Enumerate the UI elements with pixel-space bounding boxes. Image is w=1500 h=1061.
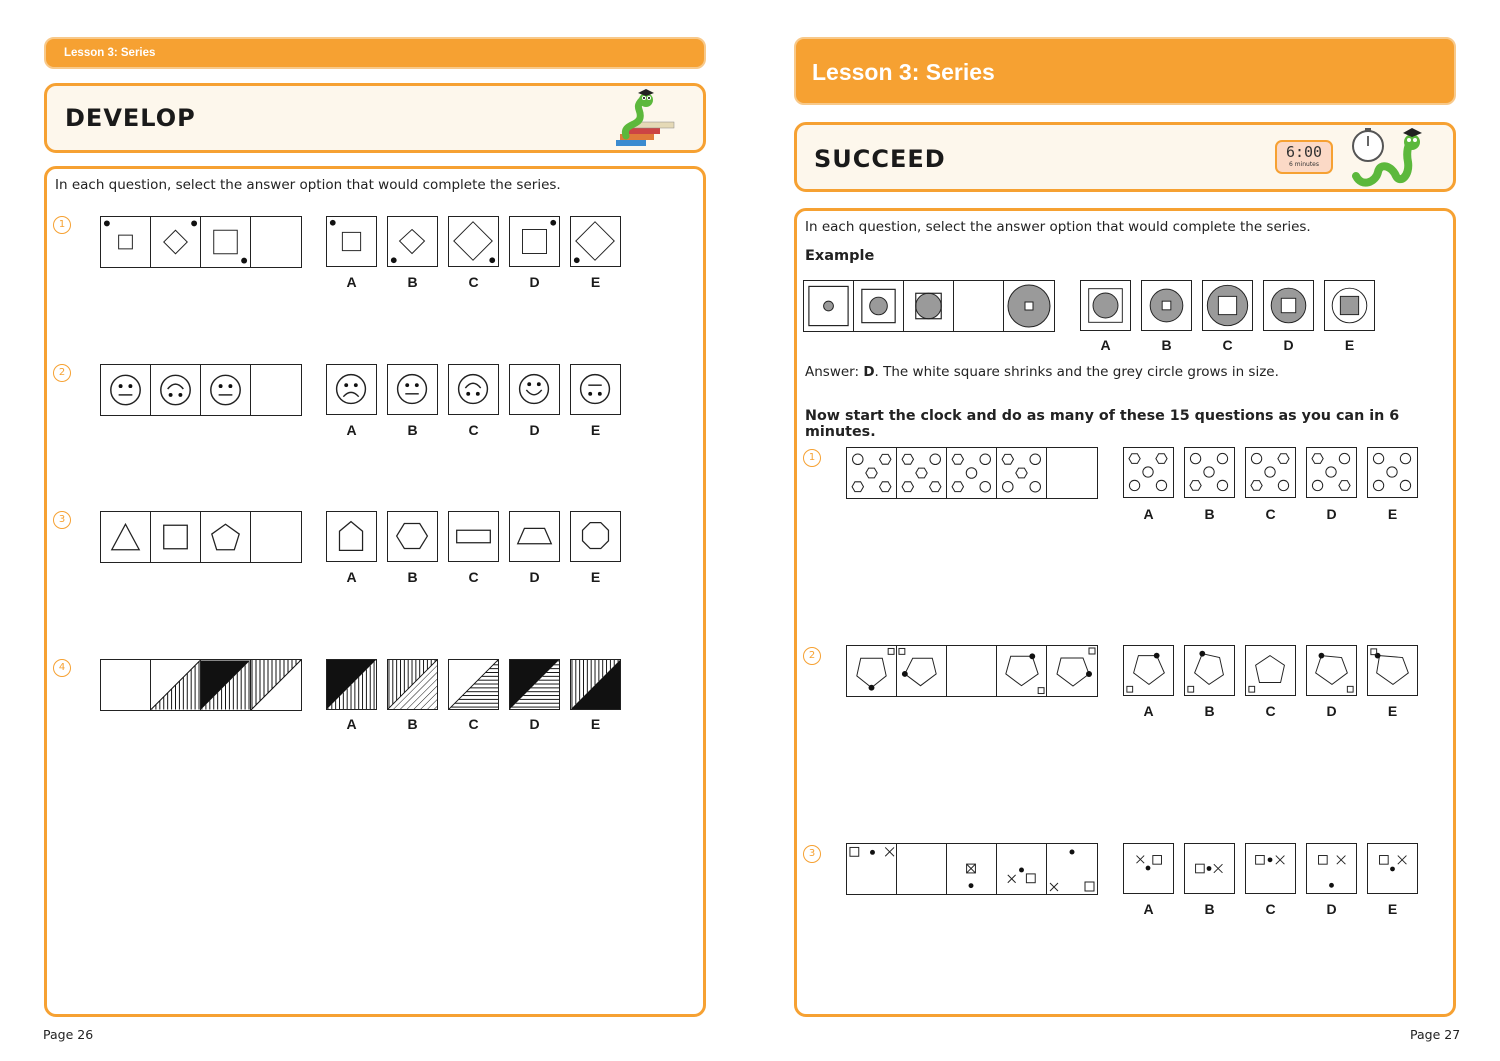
question-number: 3 (803, 845, 821, 863)
option-label: B (1204, 901, 1215, 917)
option-c[interactable] (1245, 645, 1296, 696)
option-label: C (1265, 506, 1276, 522)
series-cell (804, 281, 854, 331)
option-label: C (468, 422, 479, 438)
series-cell-blank (251, 217, 301, 267)
question-3-series (100, 511, 302, 563)
option-e[interactable] (570, 659, 621, 710)
option-label: D (529, 422, 540, 438)
worm-with-stopwatch-icon (1348, 126, 1426, 188)
page-number-left: Page 26 (43, 1027, 94, 1042)
section-title-develop: DEVELOP (65, 104, 196, 132)
section-title-succeed: SUCCEED (814, 145, 946, 173)
option-label: B (1204, 506, 1215, 522)
series-cell (201, 217, 251, 267)
question-number: 1 (803, 449, 821, 467)
option-label: C (1222, 337, 1233, 353)
option-label: E (590, 716, 601, 732)
example-option-d[interactable] (1263, 280, 1314, 331)
series-cell-blank (897, 844, 947, 894)
option-label: E (1387, 901, 1398, 917)
hatched-triangle-cell (251, 660, 301, 710)
option-d[interactable] (509, 511, 560, 562)
option-a[interactable] (326, 216, 377, 267)
option-b[interactable] (387, 216, 438, 267)
option-d[interactable] (1306, 447, 1357, 498)
question-2-series (100, 364, 302, 416)
option-c[interactable] (1245, 447, 1296, 498)
example-series (803, 280, 1055, 332)
start-instruction: Now start the clock and do as many of these 15 questions as you can in 6 minutes. (805, 408, 1400, 440)
series-cell (101, 217, 151, 267)
series-cell (904, 281, 954, 331)
option-c[interactable] (1245, 843, 1296, 894)
option-label: A (346, 422, 357, 438)
question-number: 3 (53, 511, 71, 529)
lesson-bar-right-title: Lesson 3: Series (812, 59, 995, 85)
option-label: D (1283, 337, 1294, 353)
option-label: B (1204, 703, 1215, 719)
option-label: C (1265, 703, 1276, 719)
option-b[interactable] (387, 364, 438, 415)
option-label: E (590, 274, 601, 290)
option-label: B (407, 716, 418, 732)
develop-instruction: In each question, select the answer option that would complete the series. (55, 177, 561, 193)
lesson-bar-right (794, 37, 1456, 105)
example-label: Example (805, 248, 875, 264)
series-cell (1047, 844, 1097, 894)
option-e[interactable] (570, 364, 621, 415)
option-e[interactable] (570, 511, 621, 562)
option-b[interactable] (387, 659, 438, 710)
series-cell (997, 448, 1047, 498)
example-option-a[interactable] (1080, 280, 1131, 331)
series-cell (947, 844, 997, 894)
example-option-b[interactable] (1141, 280, 1192, 331)
series-cell (947, 448, 997, 498)
series-cell (1004, 281, 1054, 331)
option-label: E (1387, 506, 1398, 522)
option-a[interactable] (1123, 447, 1174, 498)
hatched-triangle-cell (151, 660, 201, 710)
option-c[interactable] (448, 511, 499, 562)
option-label: A (346, 569, 357, 585)
series-cell (997, 646, 1047, 696)
black-triangle-cell (201, 660, 251, 710)
option-label: C (1265, 901, 1276, 917)
option-d[interactable] (1306, 843, 1357, 894)
option-label: B (407, 569, 418, 585)
series-cell (151, 217, 201, 267)
option-label: E (590, 422, 601, 438)
option-label: D (529, 716, 540, 732)
example-option-e[interactable] (1324, 280, 1375, 331)
question-4-series (100, 659, 302, 711)
right-question-3-series (846, 843, 1098, 895)
option-a[interactable] (326, 659, 377, 710)
question-number: 2 (53, 364, 71, 382)
option-label: A (1143, 901, 1154, 917)
option-d[interactable] (509, 364, 560, 415)
example-option-c[interactable] (1202, 280, 1253, 331)
option-e[interactable] (1367, 447, 1418, 498)
develop-panel (44, 166, 706, 1017)
series-cell-blank (251, 512, 301, 562)
series-cell (847, 844, 897, 894)
option-b[interactable] (1184, 645, 1235, 696)
option-label: A (346, 274, 357, 290)
option-label: A (346, 716, 357, 732)
question-number: 1 (53, 216, 71, 234)
question-number: 2 (803, 647, 821, 665)
series-cell (997, 844, 1047, 894)
option-e[interactable] (570, 216, 621, 267)
option-b[interactable] (387, 511, 438, 562)
lesson-bar-left (44, 37, 706, 69)
timer-time: 6:00 (1285, 143, 1323, 161)
option-a[interactable] (326, 511, 377, 562)
page-number-right: Page 27 (1410, 1027, 1461, 1042)
option-b[interactable] (1184, 447, 1235, 498)
option-c[interactable] (448, 364, 499, 415)
series-cell-empty (101, 660, 151, 710)
option-d[interactable] (1306, 645, 1357, 696)
timer-label: 6 minutes (1288, 161, 1319, 168)
option-e[interactable] (1367, 645, 1418, 696)
worm-on-books-icon (612, 88, 682, 150)
question-number: 4 (53, 659, 71, 677)
option-d[interactable] (509, 659, 560, 710)
neutral-face-icon (201, 365, 251, 415)
option-a[interactable] (326, 364, 377, 415)
series-cell (847, 448, 897, 498)
succeed-instruction: In each question, select the answer option that would complete the series. (805, 219, 1311, 235)
option-c[interactable] (448, 659, 499, 710)
series-cell (897, 448, 947, 498)
option-d[interactable] (509, 216, 560, 267)
option-label: D (1326, 506, 1337, 522)
series-cell (847, 646, 897, 696)
option-c[interactable] (448, 216, 499, 267)
option-a[interactable] (1123, 843, 1174, 894)
square-shape (151, 512, 201, 562)
series-cell (1047, 646, 1097, 696)
option-label: B (407, 274, 418, 290)
series-cell-blank (251, 365, 301, 415)
lesson-bar-left-title: Lesson 3: Series (64, 47, 156, 59)
series-cell-blank (947, 646, 997, 696)
question-1-series (100, 216, 302, 268)
develop-header (44, 83, 706, 153)
series-cell (854, 281, 904, 331)
option-b[interactable] (1184, 843, 1235, 894)
option-label: E (1387, 703, 1398, 719)
option-label: D (529, 569, 540, 585)
right-question-1-series (846, 447, 1098, 499)
option-a[interactable] (1123, 645, 1174, 696)
option-label: D (1326, 901, 1337, 917)
option-label: A (1100, 337, 1111, 353)
option-label: B (407, 422, 418, 438)
option-label: E (590, 569, 601, 585)
series-cell (897, 646, 947, 696)
right-question-2-series (846, 645, 1098, 697)
option-label: E (1344, 337, 1355, 353)
option-label: C (468, 716, 479, 732)
pentagon-shape (201, 512, 251, 562)
option-label: A (1143, 703, 1154, 719)
option-label: B (1161, 337, 1172, 353)
option-label: D (1326, 703, 1337, 719)
option-label: D (529, 274, 540, 290)
series-cell-blank (1047, 448, 1097, 498)
neutral-face-icon (101, 365, 151, 415)
option-label: C (468, 274, 479, 290)
option-label: C (468, 569, 479, 585)
series-cell-blank (954, 281, 1004, 331)
timer-badge[interactable] (1275, 140, 1333, 174)
upside-down-face-icon (151, 365, 201, 415)
option-e[interactable] (1367, 843, 1418, 894)
option-label: A (1143, 506, 1154, 522)
triangle-shape (101, 512, 151, 562)
example-answer: Answer: D. The white square shrinks and the grey circle grows in size. (805, 364, 1279, 380)
